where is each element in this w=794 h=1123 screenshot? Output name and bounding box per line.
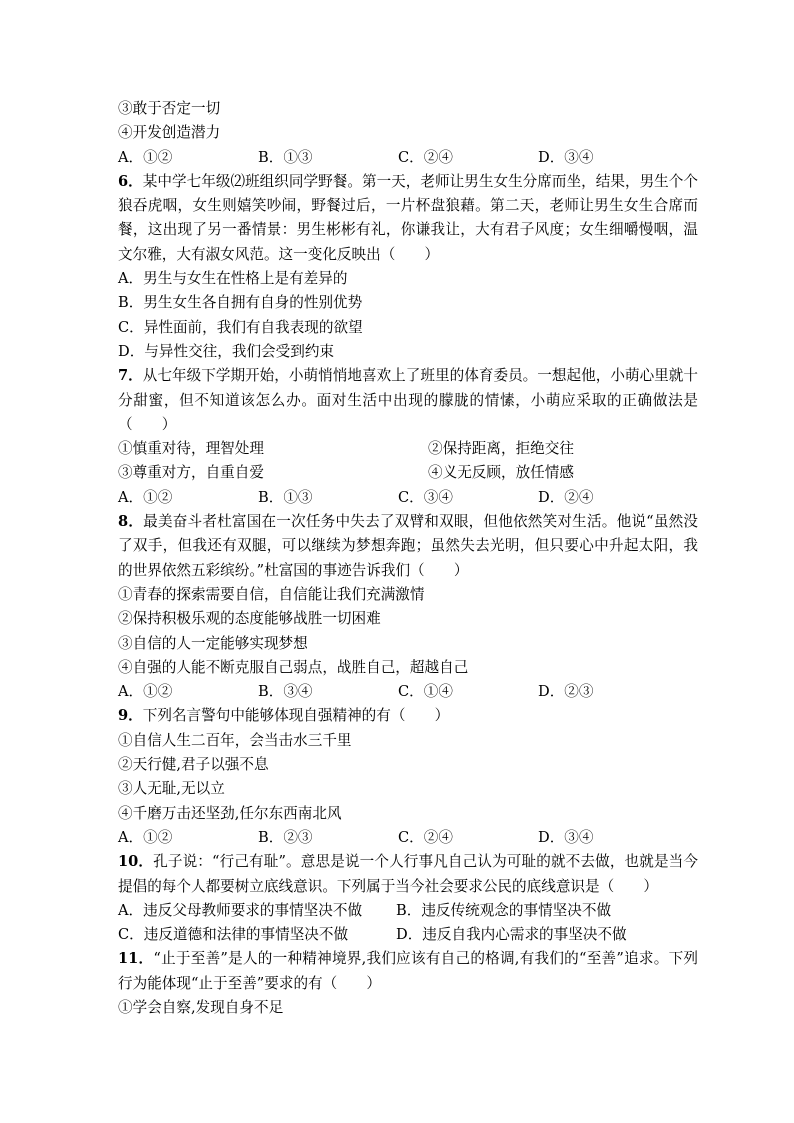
- q9-stem: [118, 704, 698, 728]
- q10-option-b: B．违反传统观念的事情坚决不做: [396, 901, 612, 919]
- q8-number: 8．: [118, 513, 144, 531]
- q6-stem: [118, 170, 698, 267]
- q7-statements-row-2: [118, 461, 698, 485]
- q7-options: [118, 486, 698, 510]
- q10-option-c: C．违反道德和法律的事情坚决不做: [118, 926, 349, 944]
- q8-stem: [118, 510, 698, 583]
- q9-option-d: D．③④: [538, 828, 594, 846]
- q10-option-a: A．违反父母教师要求的事情坚决不做: [118, 901, 363, 919]
- q5-option-a: A．①②: [118, 148, 173, 166]
- q8-option-a: A．①②: [118, 683, 173, 701]
- q7-option-c: C．③④: [398, 488, 453, 506]
- q9-option-a: A．①②: [118, 828, 173, 846]
- q8-options: [118, 680, 698, 704]
- q6-number: 6．: [118, 172, 143, 190]
- q8-statement-3: ③自信的人一定能够实现梦想: [118, 634, 308, 652]
- q9-statement-3: ③人无耻,无以立: [118, 780, 225, 798]
- q6-option-c: C．异性面前，我们有自我表现的欲望: [118, 318, 363, 336]
- q8-statement-2: ②保持积极乐观的态度能够战胜一切困难: [118, 610, 381, 628]
- q9-statement-1: ①自信人生二百年，会当击水三千里: [118, 731, 352, 749]
- q10-option-d: D．违反自我内心需求的事坚决不做: [396, 926, 627, 944]
- q7-statements-row-1: [118, 437, 698, 461]
- q10-stem: [118, 850, 698, 899]
- q5-option-b: B．①③: [258, 148, 313, 166]
- q6-stem-text: 某中学七年级⑵班组织同学野餐。第一天，老师让男生女生分席而坐，结果，男生个个狼吞虎咽，女生则嬉笑吵闹，野餐过后，一片杯盘狼藉。第二天，老师让男生女生合席而餐，这出现了另一番情景：男生彬彬有礼，你谦我让，大有君子风度；女生细嚼慢咽，温文尔雅，大有淑女风范。这一变化反映出（ ）: [118, 172, 699, 263]
- q7-statement-1: ①慎重对待，理智处理: [118, 440, 264, 458]
- q9-statement-4: ④千磨万击还坚劲,任尔东西南北风: [118, 804, 342, 822]
- q9-number: 9．: [118, 707, 143, 725]
- q9-stem-text: 下列名言警句中能够体现自强精神的有（ ）: [142, 707, 450, 725]
- q8-statement-1: ①青春的探索需要自信，自信能让我们充满激情: [118, 585, 425, 603]
- q7-number: 7．: [118, 367, 143, 385]
- q6-option-b: B．男生女生各自拥有自身的性别优势: [118, 294, 363, 312]
- q9-option-c: C．②④: [398, 828, 453, 846]
- q10-options-row-1: [118, 899, 698, 923]
- q10-number: 10．: [118, 853, 154, 871]
- q8-statement-4: ④自强的人能不断克服自己弱点，战胜自己，超越自己: [118, 658, 469, 676]
- q8-option-b: B．③④: [258, 683, 313, 701]
- q11-statement-1: ①学会自察,发现自身不足: [118, 998, 284, 1016]
- q6-option-d: D．与异性交往，我们会受到约束: [118, 342, 335, 360]
- exam-page: [118, 97, 698, 1020]
- q8-option-c: C．①④: [398, 683, 453, 701]
- q9-statement-2: ②天行健,君子以强不息: [118, 756, 269, 774]
- q7-statement-3: ③尊重对方，自重自爱: [118, 464, 264, 482]
- q6-option-a: A．男生与女生在性格上是有差异的: [118, 270, 348, 288]
- q7-option-a: A．①②: [118, 488, 173, 506]
- q7-stem: [118, 364, 698, 437]
- q9-option-b: B．②③: [258, 828, 313, 846]
- q5-option-c: C．②④: [398, 148, 453, 166]
- q11-stem-text: “止于至善”是人的一种精神境界,我们应该有自己的格调,有我们的“至善”追求。下列行为能体现“止于至善”要求的有（ ）: [118, 950, 699, 992]
- q7-option-b: B．①③: [258, 488, 313, 506]
- q5-option-d: D．③④: [538, 148, 594, 166]
- q7-statement-2: ②保持距离，拒绝交往: [428, 440, 574, 458]
- q10-options-row-2: [118, 923, 698, 947]
- q7-statement-4: ④义无反顾，放任情感: [428, 464, 574, 482]
- q7-stem-text: 从七年级下学期开始，小萌悄悄地喜欢上了班里的体育委员。一想起他，小萌心里就十分甜蜜，但不知道该怎么办。面对生活中出现的朦胧的情愫，小萌应采取的正确做法是（ ）: [118, 367, 699, 433]
- q10-stem-text: 孔子说：“行己有耻”。意思是说一个人行事凡自己认为可耻的就不去做，也就是当今提倡的每个人都要树立底线意识。下列属于当今社会要求公民的底线意识是（ ）: [118, 853, 698, 895]
- q5-statement-4: ④开发创造潜力: [118, 124, 221, 142]
- q11-number: 11．: [118, 950, 154, 968]
- q7-option-d: D．②④: [538, 488, 594, 506]
- q9-options: [118, 826, 698, 850]
- q5-statement-3: ③敢于否定一切: [118, 100, 221, 117]
- q8-option-d: D．②③: [538, 683, 594, 701]
- q11-stem: [118, 947, 698, 996]
- q8-stem-text: 最美奋斗者杜富国在一次任务中失去了双臂和双眼，但他依然笑对生活。他说“虽然没了双手，但我还有双腿，可以继续为梦想奔跑；虽然失去光明，但只要心中升起太阳，我的世界依然五彩缤纷。”杜富国的事迹告诉我们（ ）: [118, 513, 699, 579]
- q5-options: [118, 146, 698, 170]
